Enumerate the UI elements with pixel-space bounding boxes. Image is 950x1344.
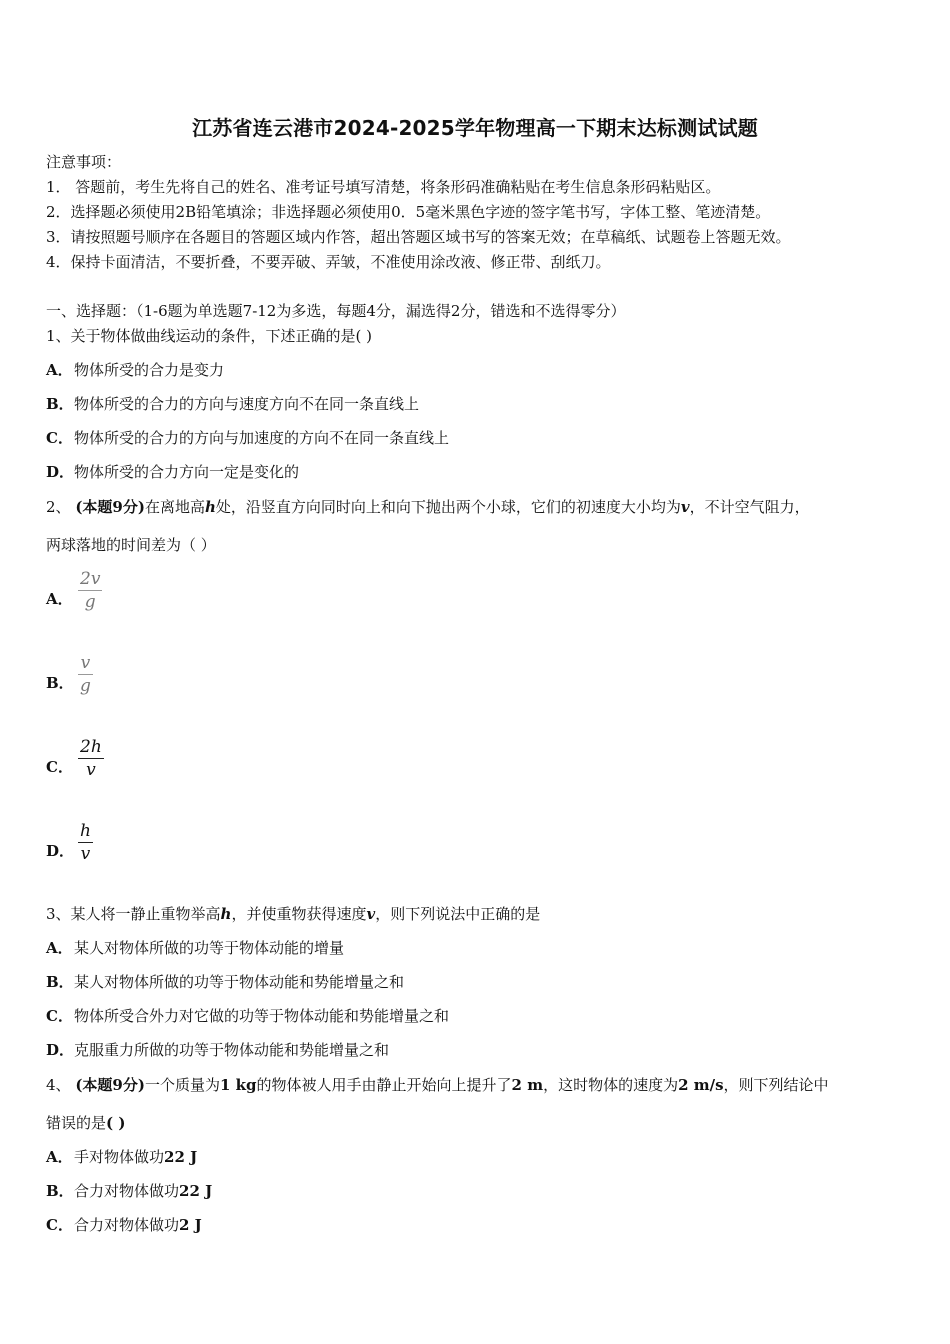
option-text: 物体所受的合力方向一定是变化的 [74, 463, 300, 481]
question-4-option-c: C．合力对物体做功2 J [46, 1216, 202, 1234]
option-label: D． [46, 463, 75, 481]
option-label: C． [46, 429, 73, 447]
question-1-option-a [46, 360, 224, 380]
option-label: B． [46, 1182, 74, 1200]
notice-item-2: 2．选择题必须使用2B铅笔填涂；非选择题必须使用0．5毫米黑色字迹的签字笔书写，字体工整、笔迹清楚。 [46, 203, 771, 221]
fraction: $\frac{v}{g}$ [80, 653, 91, 696]
option-text: 合力对物体做功 [74, 1182, 180, 1200]
option-label: C． [46, 758, 73, 776]
question-3-option-c [46, 1006, 449, 1026]
option-text: 合力对物体做功 [74, 1216, 180, 1234]
option-text: 克服重力所做的功等于物体动能和势能增量之和 [74, 1041, 390, 1059]
option-label: D． [46, 1041, 75, 1059]
option-label: B． [46, 973, 74, 991]
option-text: 物体所受合外力对它做的功等于物体动能和势能增量之和 [74, 1007, 450, 1025]
fraction: $\frac{2v}{g}$ [80, 569, 101, 612]
notice-item-4: 4．保持卡面清洁，不要折叠，不要弄破、弄皱，不准使用涂改液、修正带、刮纸刀。 [46, 253, 611, 271]
question-2-stem-line-2: 两球落地的时间差为（ ） [46, 536, 216, 554]
option-label: C． [46, 1216, 73, 1234]
option-label: A． [46, 1148, 73, 1166]
option-label: A． [46, 939, 73, 957]
notice-heading: 注意事项： [46, 153, 122, 171]
question-4-stem-line-2: 错误的是( ) [46, 1114, 126, 1132]
option-text: 某人对物体所做的功等于物体动能和势能增量之和 [74, 973, 405, 991]
option-text: 物体所受的合力的方向与加速度的方向不在同一条直线上 [74, 429, 450, 447]
notice-item-1: 1． 答题前，考生先将自己的姓名、准考证号填写清楚，将条形码准确粘贴在考生信息条形码粘贴区。 [46, 178, 721, 196]
question-3-stem: 3、某人将一静止重物举高h，并使重物获得速度v，则下列说法中正确的是 [46, 905, 541, 923]
section-heading: 一、选择题：（1-6题为单选题7-12为多选，每题4分，漏选得2分，错选和不选得零分） [46, 302, 626, 320]
question-1-option-c [46, 428, 449, 448]
question-3-option-b [46, 972, 404, 992]
option-label: D． [46, 842, 75, 860]
option-text: 手对物体做功 [74, 1148, 165, 1166]
option-label: C． [46, 1007, 73, 1025]
question-4-option-a: A．手对物体做功22 J [46, 1148, 198, 1166]
option-label: A． [46, 361, 73, 379]
option-text: 某人对物体所做的功等于物体动能的增量 [74, 939, 345, 957]
question-4-option-b: B．合力对物体做功22 J [46, 1182, 213, 1200]
page-title: 江苏省连云港市2024-2025学年物理高一下期末达标测试试题 [192, 116, 758, 140]
question-1-stem: 1、关于物体做曲线运动的条件，下述正确的是( ) [46, 327, 373, 345]
notice-item-3: 3．请按照题号顺序在各题目的答题区域内作答，超出答题区域书写的答案无效；在草稿纸、试题卷上答题无效。 [46, 228, 791, 246]
question-1-option-d [46, 462, 299, 482]
fraction: $\frac{h}{v}$ [80, 821, 91, 864]
question-3-option-d [46, 1040, 389, 1060]
option-label: A． [46, 590, 73, 608]
option-label: B． [46, 674, 74, 692]
option-text: 物体所受的合力的方向与速度方向不在同一条直线上 [74, 395, 420, 413]
option-label: B． [46, 395, 74, 413]
question-4-stem-line-1: 4、 (本题9分)一个质量为1 kg的物体被人用手由静止开始向上提升了2 m，这时物体的速度为2 m/s，则下列结论中 [46, 1076, 829, 1094]
question-3-option-a [46, 938, 344, 958]
option-text: 物体所受的合力是变力 [74, 361, 225, 379]
question-1-option-b [46, 394, 419, 414]
fraction: $\frac{2h}{v}$ [80, 737, 102, 780]
question-2-stem-line-1: 2、 (本题9分)在离地高h处，沿竖直方向同时向上和向下抛出两个小球，它们的初速度大小均为v，不计空气阻力， [46, 498, 810, 516]
